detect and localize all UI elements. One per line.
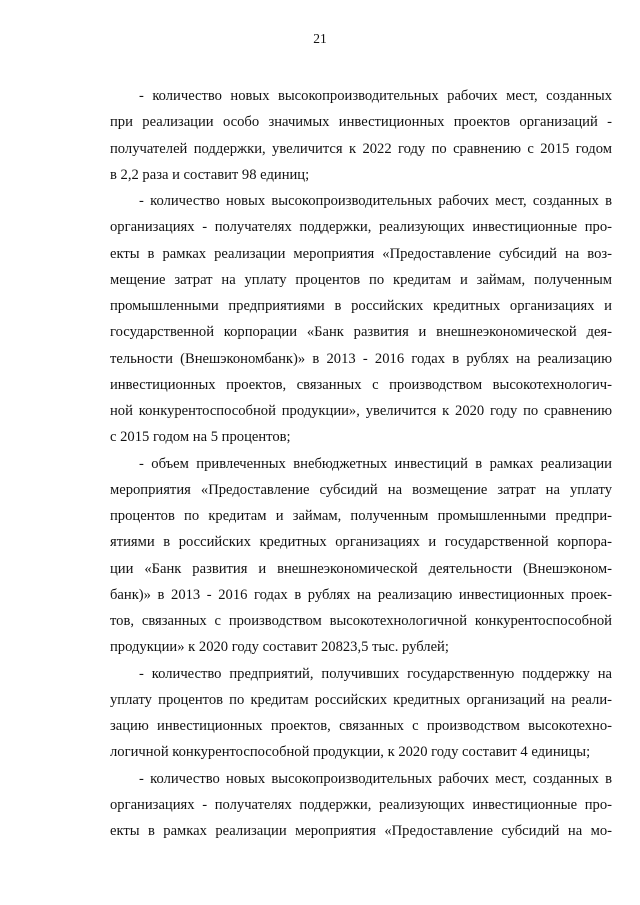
text-line: - объем привлеченных внебюджетных инвестиций в рамках реализации: [139, 455, 612, 472]
text-line: процентов по кредитам и займам, полученным промышленными предпри-: [110, 508, 612, 524]
text-line: тов, связанных с производством высокотехнологичной конкурентоспособной: [110, 613, 612, 629]
text-line: продукции» к 2020 году составит 20823,5 тыс. рублей;: [110, 639, 449, 656]
text-line: банк)» в 2013 - 2016 годах в рублях на реализацию инвестиционных проек-: [110, 586, 612, 603]
text-line: логичной конкурентоспособной продукции, к 2020 году составит 4 единицы;: [110, 744, 591, 761]
text-line: зацию инвестиционных проектов, связанных с производством высокотехно-: [110, 718, 612, 734]
text-line: - количество новых высокопроизводительных рабочих мест, созданных в: [139, 770, 612, 787]
text-line: с 2015 годом на 5 процентов;: [110, 429, 291, 446]
text-line: екты в рамках реализации мероприятия «Предоставление субсидий на воз-: [110, 245, 612, 262]
text-line: - количество новых высокопроизводительных рабочих мест, созданных: [139, 88, 612, 104]
text-line: - количество новых высокопроизводительных рабочих мест, созданных в: [139, 193, 612, 209]
text-line: ятиями в российских кредитных организациях и государственной корпора-: [110, 534, 612, 551]
text-line: екты в рамках реализации мероприятия «Предоставление субсидий на мо-: [110, 823, 612, 839]
text-line: инвестиционных проектов, связанных с производством высокотехнологич-: [110, 376, 612, 393]
text-line: промышленными предприятиями в российских кредитных организациях и: [110, 298, 612, 314]
text-line: уплату процентов по кредитам российских кредитных организаций на реали-: [110, 691, 612, 708]
text-line: организациях - получателях поддержки, реализующих инвестиционные про-: [110, 219, 612, 236]
text-line: организациях - получателях поддержки, реализующих инвестиционные про-: [110, 796, 612, 813]
text-line: государственной корпорации «Банк развития и внешнеэкономической дея-: [110, 324, 612, 341]
text-line: мероприятия «Предоставление субсидий на возмещение затрат на уплату: [110, 481, 612, 498]
text-line: при реализации особо значимых инвестиционных проектов организаций -: [110, 114, 612, 131]
text-line: ной конкурентоспособной продукции», увеличится к 2020 году по сравнению: [110, 403, 612, 419]
text-line: тельности (Внешэкономбанк)» в 2013 - 2016 годах в рублях на реализацию: [110, 350, 612, 367]
text-line: ции «Банк развития и внешнеэкономической деятельности (Внешэконом-: [110, 560, 612, 577]
page-number: 21: [313, 31, 327, 46]
document-body: [110, 86, 612, 847]
text-line: мещение затрат на уплату процентов по кредитам и займам, полученным: [110, 271, 612, 288]
text-line: - количество предприятий, получивших государственную поддержку на: [139, 665, 612, 682]
text-line: получателей поддержки, увеличится к 2022 году по сравнению с 2015 годом: [110, 140, 612, 157]
text-line: в 2,2 раза и составит 98 единиц;: [110, 166, 310, 183]
